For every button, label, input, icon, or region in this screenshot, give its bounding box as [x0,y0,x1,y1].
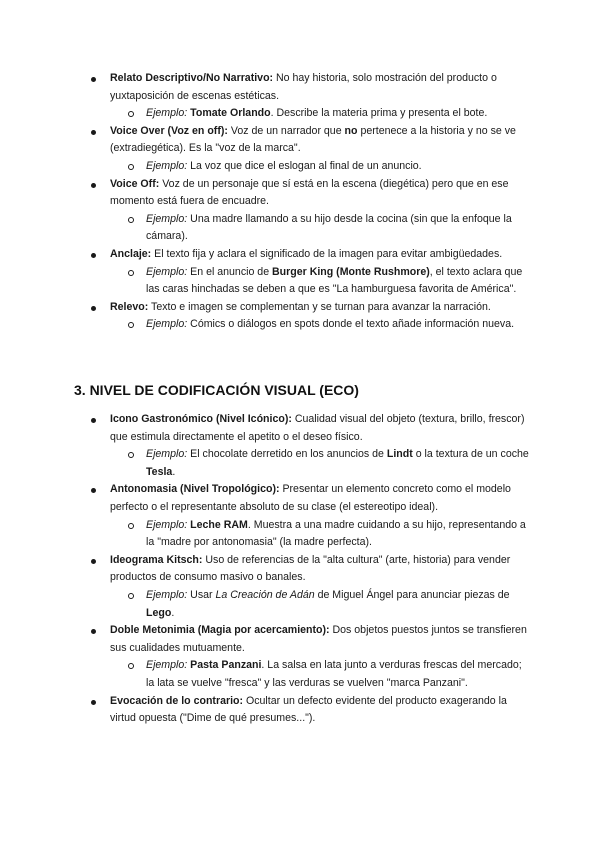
brand-name: Lindt [386,448,413,461]
term-definition: Ocultar un defecto evidente del producto exagerando la virtud opuesta ("Dime de qué presumes..."). [110,694,507,725]
term-label: Ideograma Kitsch: [110,553,203,566]
term-definition: Presentar un elemento concreto como el modelo perfecto o el representante absoluto de su clase (el estereotipo ideal). [110,483,511,513]
example-item [110,264,530,299]
term-label: Relato Descriptivo/No Narrativo: [110,72,274,84]
brand-name: Burger King (Monte Rushmore) [272,265,430,278]
sub-list [110,211,530,246]
sub-list [110,446,530,481]
brand-name: Lego [146,606,172,619]
example-text: Cómics o diálogos en spots donde el texto añade información nueva. [187,318,515,331]
example-item [110,158,530,176]
example-text-cont: , el texto aclara que las caras hinchadas se deben a que es "La hamburguesa favorita de América". [146,265,523,296]
term-definition: El texto fija y aclara el significado de la imagen para evitar ambigüedades. [151,247,503,260]
section-3-list-container [0,411,600,728]
sub-list [110,587,530,622]
term-definition: Uso de referencias de la "alta cultura" (arte, historia) para vender productos de consumo masivo o banales. [110,553,511,584]
term-definition: Voz de un narrador que [227,124,345,137]
list-item-evocacion-contrario [0,693,600,728]
sub-list [110,517,530,552]
list-item-antonomasia [0,481,600,551]
sub-list [110,105,530,123]
section-1-list [0,70,600,334]
example-prefix: Ejemplo: [146,659,188,672]
example-prefix: Ejemplo: [146,159,188,172]
list-item-voice-off [0,176,600,246]
list-item-voice-over [0,123,600,176]
sub-list [110,316,530,334]
example-prefix: Ejemplo: [146,318,188,331]
example-text-cont: de Miguel Ángel para anunciar piezas de [314,588,510,601]
brand-name: Tomate Orlando [190,107,271,120]
example-text-cont: o la textura de un coche [412,448,529,461]
list-item-relevo [0,299,600,334]
example-prefix: Ejemplo: [146,212,188,225]
example-text: . Describe la materia prima y presenta el bote. [270,107,488,120]
term-label: Antonomasia (Nivel Tropológico): [110,483,280,496]
brand-name-2: Tesla [146,465,173,478]
emphasis-text: no [344,124,358,137]
list-item-icono-gastronomico [0,411,600,481]
example-text: Usar [187,588,216,601]
example-prefix: Ejemplo: [146,518,188,531]
list-item-doble-metonimia [0,622,600,692]
example-text: Una madre llamando a su hijo desde la cocina (sin que la enfoque la cámara). [146,212,512,243]
term-label: Icono Gastronómico (Nivel Icónico): [110,413,292,425]
list-item-ideograma-kitsch [0,552,600,622]
section-3-list [0,411,600,728]
term-label: Anclaje: [110,247,152,260]
example-prefix: Ejemplo: [146,588,188,601]
example-item [110,517,530,552]
example-text: El chocolate derretido en los anuncios de [187,448,387,461]
term-definition: Cualidad visual del objeto (textura, brillo, frescor) que estimula directamente el apetito o el deseo físico. [110,413,525,443]
example-text: La voz que dice el eslogan al final de un anuncio. [187,159,422,172]
example-item [110,446,530,481]
term-label: Voice Over (Voz en off): [110,124,228,137]
sub-list [110,158,530,176]
example-text: . La salsa en lata junto a verduras frescas del mercado; la lata se vuelve "fresca" y las verduras se vuelven "marca Panzani". [146,659,522,689]
example-text: En el anuncio de [187,265,273,278]
example-item [110,211,530,246]
sub-list [110,264,530,299]
section-heading: 3. NIVEL DE CODIFICACIÓN VISUAL (ECO) [74,382,359,398]
example-item [110,587,530,622]
list-item-anclaje [0,246,600,299]
term-definition: Dos objetos puestos juntos se transfieren sus cualidades mutuamente. [110,624,527,654]
example-item [110,316,530,334]
brand-name: Pasta Panzani [190,659,262,672]
term-definition-cont: pertenece a la historia y no se ve (extradiegética). Es la "voz de la marca". [110,124,516,155]
example-item [110,105,530,123]
example-prefix: Ejemplo: [146,107,188,120]
example-text-end: . [171,606,175,619]
example-prefix: Ejemplo: [146,265,188,278]
list-item-relato-descriptivo [0,70,600,123]
term-definition: No hay historia, solo mostración del producto o yuxtaposición de escenas estéticas. [110,72,497,102]
term-label: Voice Off: [110,177,160,190]
example-text-end: . [172,465,176,478]
term-label: Relevo: [110,300,149,313]
term-definition: Texto e imagen se complementan y se turnan para avanzar la narración. [148,300,491,313]
example-text: . Muestra a una madre cuidando a su hijo, representando a la "madre por antonomasia" (la madre perfecta). [146,518,526,549]
example-item [110,657,530,692]
artwork-title: La Creación de Adán [215,588,315,601]
section-1-list-container [0,70,600,334]
brand-name: Leche RAM [190,518,248,531]
term-label: Evocación de lo contrario: [110,694,244,707]
sub-list [110,657,530,692]
example-prefix: Ejemplo: [146,448,188,461]
term-definition: Voz de un personaje que sí está en la escena (diegética) pero que en ese momento está fuera de encuadre. [110,177,509,208]
term-label: Doble Metonimia (Magia por acercamiento): [110,624,330,637]
